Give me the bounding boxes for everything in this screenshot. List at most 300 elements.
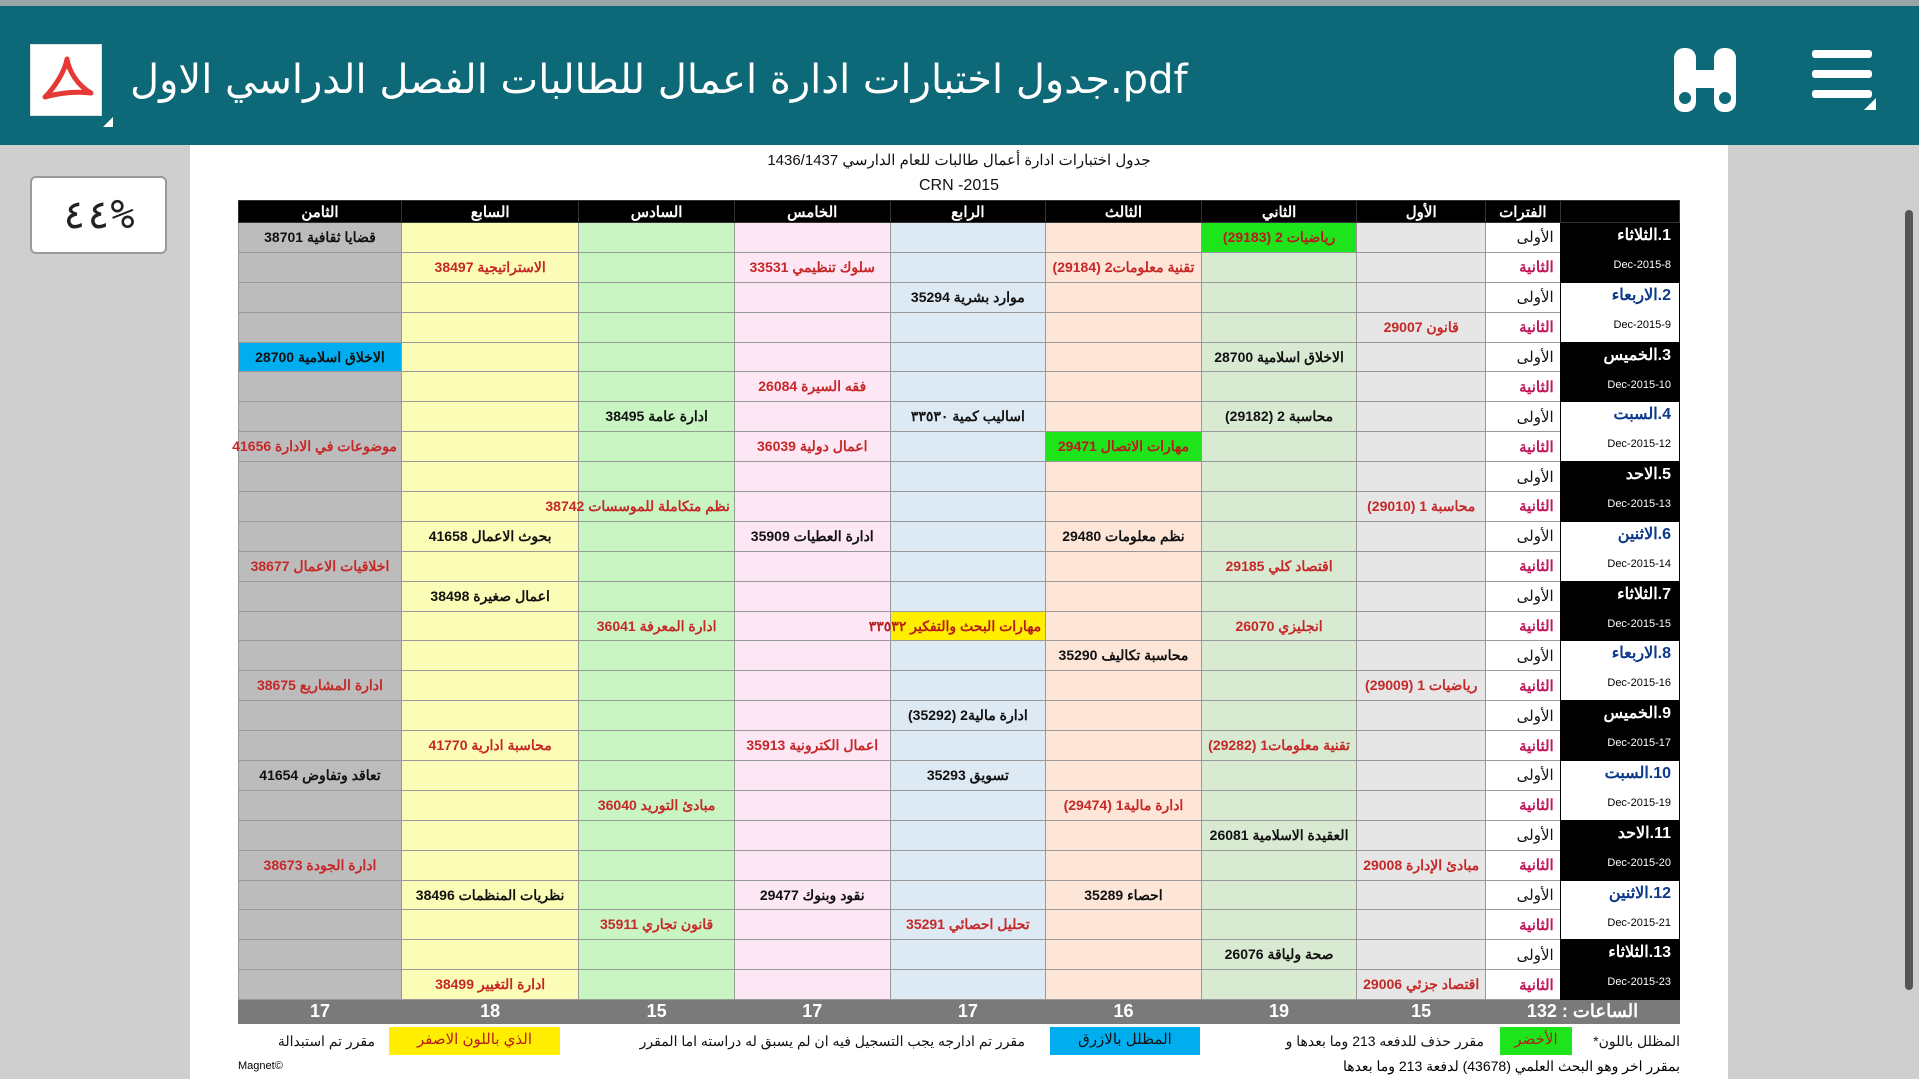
schedule-cell [734,312,890,342]
header-col-5: الخامس [734,201,890,223]
exam-cell: رياضيات 2 (29183) [1201,223,1357,253]
schedule-cell [401,850,578,880]
table-row [239,551,1680,581]
period-label: الأولى [1486,223,1561,253]
schedule-cell [734,850,890,880]
table-row [239,611,1680,641]
schedule-cell [239,581,402,611]
pdf-file-icon [30,44,102,116]
zoom-level[interactable]: ٤٤% [30,176,167,254]
period-label: الأولى [1486,701,1561,731]
schedule-cell [239,312,402,342]
schedule-cell [239,462,402,492]
period-label: الأولى [1486,282,1561,312]
exam-cell: ادارة مالية1 (29474) [1046,790,1202,820]
table-row [239,820,1680,850]
schedule-cell [890,970,1046,1000]
schedule-cell [401,223,578,253]
schedule-cell [239,641,402,671]
schedule-cell [579,671,735,701]
day-cell [1560,342,1679,402]
day-cell [1560,521,1679,581]
exam-cell: موضوعات في الادارة 41656 [239,432,402,462]
exam-cell: احصاء 35289 [1046,880,1202,910]
exam-cell: الاخلاق اسلامية 28700 [1201,342,1357,372]
table-row [239,910,1680,940]
day-cell [1560,641,1679,701]
schedule-cell [734,970,890,1000]
schedule-cell [1046,462,1202,492]
exam-cell: اعمال صغيرة 38498 [401,581,578,611]
schedule-cell [401,372,578,402]
schedule-cell [239,731,402,761]
period-label: الثانية [1486,432,1561,462]
schedule-cell [734,820,890,850]
schedule-cell [239,521,402,551]
schedule-cell [239,372,402,402]
schedule-cell [1357,820,1486,850]
day-cell [1560,880,1679,940]
app-header [0,0,1919,145]
schedule-cell [1046,850,1202,880]
schedule-cell [1046,761,1202,791]
schedule-cell [890,581,1046,611]
day-name: 5.الاحد [1625,466,1671,484]
period-label: الثانية [1486,970,1561,1000]
schedule-cell [890,820,1046,850]
table-row [239,432,1680,462]
exam-cell: رياضيات 1 (29009) [1357,671,1486,701]
day-date: 17-Dec-2015 [1607,737,1671,750]
table-row [239,223,1680,253]
schedule-cell [1046,731,1202,761]
schedule-cell [1201,701,1357,731]
schedule-cell [1201,790,1357,820]
schedule-cell [579,521,735,551]
schedule-cell [1201,312,1357,342]
column-total: 15 [1357,1000,1486,1024]
table-row [239,850,1680,880]
period-label: الأولى [1486,761,1561,791]
column-total: 16 [1046,1000,1202,1024]
schedule-cell [734,790,890,820]
table-row [239,671,1680,701]
schedule-cell [239,611,402,641]
schedule-cell [401,342,578,372]
period-label: الثانية [1486,850,1561,880]
period-label: الثانية [1486,910,1561,940]
day-name: 4.السبت [1613,406,1671,424]
column-total: 17 [734,1000,890,1024]
schedule-cell [239,790,402,820]
schedule-cell [579,641,735,671]
day-cell [1560,761,1679,821]
day-name: 12.الاثنين [1608,884,1671,902]
schedule-cell [1357,701,1486,731]
credit-text: Magnet© [238,1060,283,1072]
column-total: 17 [890,1000,1046,1024]
period-label: الثانية [1486,611,1561,641]
header-row [239,201,1680,223]
reading-mode-icon[interactable] [1670,44,1740,116]
document-title: جدول اختبارات ادارة اعمال للطالبات الفصل الدراسي الاول.pdf [130,57,1188,103]
schedule-cell [890,880,1046,910]
exam-cell: الاستراتيجية 38497 [401,252,578,282]
schedule-cell [401,462,578,492]
exam-cell: تسويق 35293 [890,761,1046,791]
schedule-cell [1357,641,1486,671]
table-row [239,312,1680,342]
exam-cell: مهارات الاتصال 29471 [1046,432,1202,462]
column-total: 17 [239,1000,402,1024]
day-name: 2.الاربعاء [1611,286,1671,304]
day-cell [1560,581,1679,641]
legend-text-3: مقرر تم ادارجه يجب التسجيل فيه ان لم يسبق له دراسته اما المقرر [639,1033,1025,1049]
schedule-cell [1201,462,1357,492]
schedule-cell [579,701,735,731]
header-col-1: الأول [1357,201,1486,223]
schedule-cell [239,910,402,940]
period-label: الأولى [1486,641,1561,671]
schedule-cell [579,940,735,970]
schedule-cell [1046,282,1202,312]
table-row [239,880,1680,910]
schedule-cell [401,611,578,641]
schedule-cell [1201,521,1357,551]
schedule-cell [579,880,735,910]
schedule-cell [1201,761,1357,791]
exam-cell: اقتصاد كلي 29185 [1201,551,1357,581]
schedule-cell [239,282,402,312]
schedule-cell [734,761,890,791]
schedule-cell [401,551,578,581]
period-label: الأولى [1486,940,1561,970]
schedule-cell [890,462,1046,492]
exam-cell: فقه السيرة 26084 [734,372,890,402]
header-col-2: الثاني [1201,201,1357,223]
schedule-cell [401,790,578,820]
schedule-cell [239,701,402,731]
schedule-cell [890,940,1046,970]
exam-cell: اعمال الكترونية 35913 [734,731,890,761]
schedule-cell [239,252,402,282]
legend-text-1: *المظلل باللون [1593,1033,1680,1049]
table-row [239,761,1680,791]
period-label: الثانية [1486,252,1561,282]
schedule-cell [734,671,890,701]
period-label: الأولى [1486,880,1561,910]
legend-blue-label: المظلل بالازرق [1050,1027,1200,1055]
schedule-cell [579,223,735,253]
schedule-cell [890,671,1046,701]
schedule-cell [401,761,578,791]
schedule-cell [1357,790,1486,820]
schedule-cell [1357,282,1486,312]
exam-cell: مهارات البحث والتفكير ٣٣٥٣٢ [890,611,1046,641]
schedule-cell [579,581,735,611]
schedule-cell [1357,551,1486,581]
day-date: 15-Dec-2015 [1607,617,1671,630]
legend-green-label: الأخضر [1500,1027,1572,1055]
exam-cell: محاسبة تكاليف 35290 [1046,641,1202,671]
schedule-cell [1046,312,1202,342]
table-row [239,252,1680,282]
schedule-cell [579,252,735,282]
exam-cell: ادارة المعرفة 36041 [579,611,735,641]
schedule-cell [1046,970,1202,1000]
schedule-cell [401,940,578,970]
exam-cell: نظم متكاملة للموسسات 38742 [579,492,735,522]
schedule-cell [1357,223,1486,253]
schedule-cell [890,521,1046,551]
header-periods: الفترات [1486,201,1561,223]
schedule-cell [239,940,402,970]
exam-cell: صحة ولياقة 26076 [1201,940,1357,970]
schedule-cell [734,402,890,432]
period-label: الثانية [1486,790,1561,820]
schedule-cell [734,611,890,641]
schedule-cell [890,372,1046,402]
exam-cell: العقيدة الاسلامية 26081 [1201,820,1357,850]
exam-cell: بحوث الاعمال 41658 [401,521,578,551]
exam-cell: اقتصاد جزئي 29006 [1357,970,1486,1000]
schedule-cell [1201,372,1357,402]
schedule-cell [1046,551,1202,581]
schedule-cell [401,312,578,342]
exam-cell: اعمال دولية 36039 [734,432,890,462]
exam-cell: ادارة المشاريع 38675 [239,671,402,701]
day-name: 8.الاربعاء [1611,645,1671,663]
schedule-cell [890,252,1046,282]
schedule-cell [1357,611,1486,641]
schedule-cell [401,402,578,432]
schedule-cell [734,701,890,731]
schedule-cell [579,761,735,791]
schedule-cell [734,641,890,671]
schedule-cell [579,970,735,1000]
schedule-cell [401,282,578,312]
day-cell [1560,701,1679,761]
day-name: 13.الثلاثاء [1608,944,1671,962]
schedule-cell [890,312,1046,342]
day-cell [1560,223,1679,283]
table-row [239,342,1680,372]
exam-cell: ادارة التغيير 38499 [401,970,578,1000]
schedule-cell [579,312,735,342]
exam-cell: تقنية معلومات2 (29184) [1046,252,1202,282]
schedule-cell [734,910,890,940]
day-cell [1560,402,1679,462]
totals-row [239,1000,1680,1024]
schedule-cell [579,850,735,880]
exam-cell: ادارة العطيات 35909 [734,521,890,551]
exam-cell: نظريات المنظمات 38496 [401,880,578,910]
exam-cell: محاسبة 2 (29182) [1201,402,1357,432]
schedule-cell [734,940,890,970]
schedule-cell [1046,910,1202,940]
exam-cell: نظم معلومات 29480 [1046,521,1202,551]
schedule-cell [734,492,890,522]
period-label: الأولى [1486,342,1561,372]
day-cell [1560,282,1679,342]
period-label: الأولى [1486,462,1561,492]
exam-cell: محاسبة ادارية 41770 [401,731,578,761]
schedule-cell [890,731,1046,761]
total-hours-label: الساعات : 132 [1486,1000,1680,1024]
schedule-cell [239,492,402,522]
schedule-cell [239,970,402,1000]
period-label: الأولى [1486,820,1561,850]
schedule-cell [734,581,890,611]
exam-cell: تعاقد وتفاوض 41654 [239,761,402,791]
schedule-cell [1357,462,1486,492]
schedule-cell [239,402,402,432]
schedule-cell [734,342,890,372]
table-row [239,282,1680,312]
schedule-cell [1357,342,1486,372]
table-row [239,970,1680,1000]
exam-cell: محاسبة 1 (29010) [1357,492,1486,522]
day-name: 7.الثلاثاء [1617,585,1671,603]
schedule-cell [734,282,890,312]
day-name: 3.الخميس [1603,346,1671,364]
menu-icon[interactable] [1810,48,1878,112]
period-label: الثانية [1486,731,1561,761]
day-cell [1560,820,1679,880]
table-row [239,521,1680,551]
day-date: 9-Dec-2015 [1613,318,1671,331]
schedule-cell [734,462,890,492]
schedule-cell [1046,372,1202,402]
day-date: 16-Dec-2015 [1607,677,1671,690]
schedule-cell [1201,970,1357,1000]
schedule-cell [1046,342,1202,372]
schedule-cell [401,820,578,850]
table-row [239,372,1680,402]
column-total: 19 [1201,1000,1357,1024]
exam-cell: انجليزي 26070 [1201,611,1357,641]
schedule-cell [1357,402,1486,432]
schedule-cell [1046,402,1202,432]
schedule-cell [1201,850,1357,880]
column-total: 15 [579,1000,735,1024]
period-label: الأولى [1486,581,1561,611]
table-row [239,731,1680,761]
day-cell [1560,462,1679,522]
table-row [239,701,1680,731]
schedule-cell [734,551,890,581]
schedule-cell [579,372,735,402]
schedule-cell [1357,521,1486,551]
exam-cell: تقنية معلومات1 (29282) [1201,731,1357,761]
table-row [239,790,1680,820]
column-total: 18 [401,1000,578,1024]
table-row [239,581,1680,611]
legend-text-2: مقرر حذف للدفعه 213 وما بعدها و [1285,1033,1484,1049]
schedule-cell [890,342,1046,372]
day-name: 6.الاثنين [1617,525,1671,543]
period-label: الثانية [1486,551,1561,581]
schedule-cell [890,850,1046,880]
day-date: 20-Dec-2015 [1607,856,1671,869]
schedule-cell [1357,432,1486,462]
schedule-cell [1046,940,1202,970]
day-date: 21-Dec-2015 [1607,916,1671,929]
day-cell [1560,940,1679,1000]
schedule-cell [1046,611,1202,641]
schedule-cell [401,671,578,701]
schedule-cell [579,282,735,312]
schedule-cell [1201,252,1357,282]
schedule-cell [1357,940,1486,970]
exam-cell: الاخلاق اسلامية 28700 [239,342,402,372]
pdf-page [190,145,1728,1079]
schedule-cell [1201,880,1357,910]
schedule-cell [890,492,1046,522]
exam-schedule-table [232,200,1680,1024]
schedule-cell [1357,761,1486,791]
day-name: 9.الخميس [1603,705,1671,723]
legend-yellow-label: الذي باللون الاصفر [389,1027,560,1055]
schedule-cell [890,551,1046,581]
schedule-cell [579,342,735,372]
schedule-cell [239,820,402,850]
schedule-cell [579,462,735,492]
schedule-cell [890,223,1046,253]
period-label: الثانية [1486,372,1561,402]
schedule-cell [401,910,578,940]
header-col-3: الثالث [1046,201,1202,223]
day-name: 10.السبت [1604,765,1671,783]
schedule-cell [1357,731,1486,761]
legend-text-5: بمقرر اخر وهو البحث العلمي (43678) لدفعة 213 وما بعدها [1342,1058,1680,1074]
schedule-cell [401,432,578,462]
period-label: الثانية [1486,312,1561,342]
legend [238,1027,1680,1055]
day-date: 8-Dec-2015 [1613,259,1671,271]
exam-cell: اساليب كمية ٣٣٥٣٠ [890,402,1046,432]
period-label: الثانية [1486,671,1561,701]
exam-cell: نقود وبنوك 29477 [734,880,890,910]
day-date: 10-Dec-2015 [1607,378,1671,391]
period-label: الأولى [1486,521,1561,551]
exam-cell: موارد بشرية 35294 [890,282,1046,312]
schedule-cell [734,223,890,253]
schedule-cell [1201,581,1357,611]
legend-line-2 [238,1055,1680,1077]
schedule-cell [401,641,578,671]
day-date: 14-Dec-2015 [1607,557,1671,570]
schedule-cell [1046,581,1202,611]
exam-cell: سلوك تنظيمي 33531 [734,252,890,282]
schedule-cell [401,701,578,731]
exam-cell: مبادئ التوريد 36040 [579,790,735,820]
table-row [239,402,1680,432]
scrollbar[interactable] [1905,210,1913,990]
schedule-cell [239,880,402,910]
header-col-7: السابع [401,201,578,223]
table-row [239,492,1680,522]
period-label: الأولى [1486,402,1561,432]
exam-cell: قضايا ثقافية 38701 [239,223,402,253]
day-name: 1.الثلاثاء [1617,227,1671,244]
schedule-cell [1046,223,1202,253]
schedule-cell [1201,671,1357,701]
schedule-cell [1357,581,1486,611]
schedule-title: جدول اختبارات ادارة أعمال طالبات للعام الدارسي 1436/1437 [767,152,1151,169]
schedule-cell [1357,252,1486,282]
exam-cell: ادارة مالية2 (35292) [890,701,1046,731]
